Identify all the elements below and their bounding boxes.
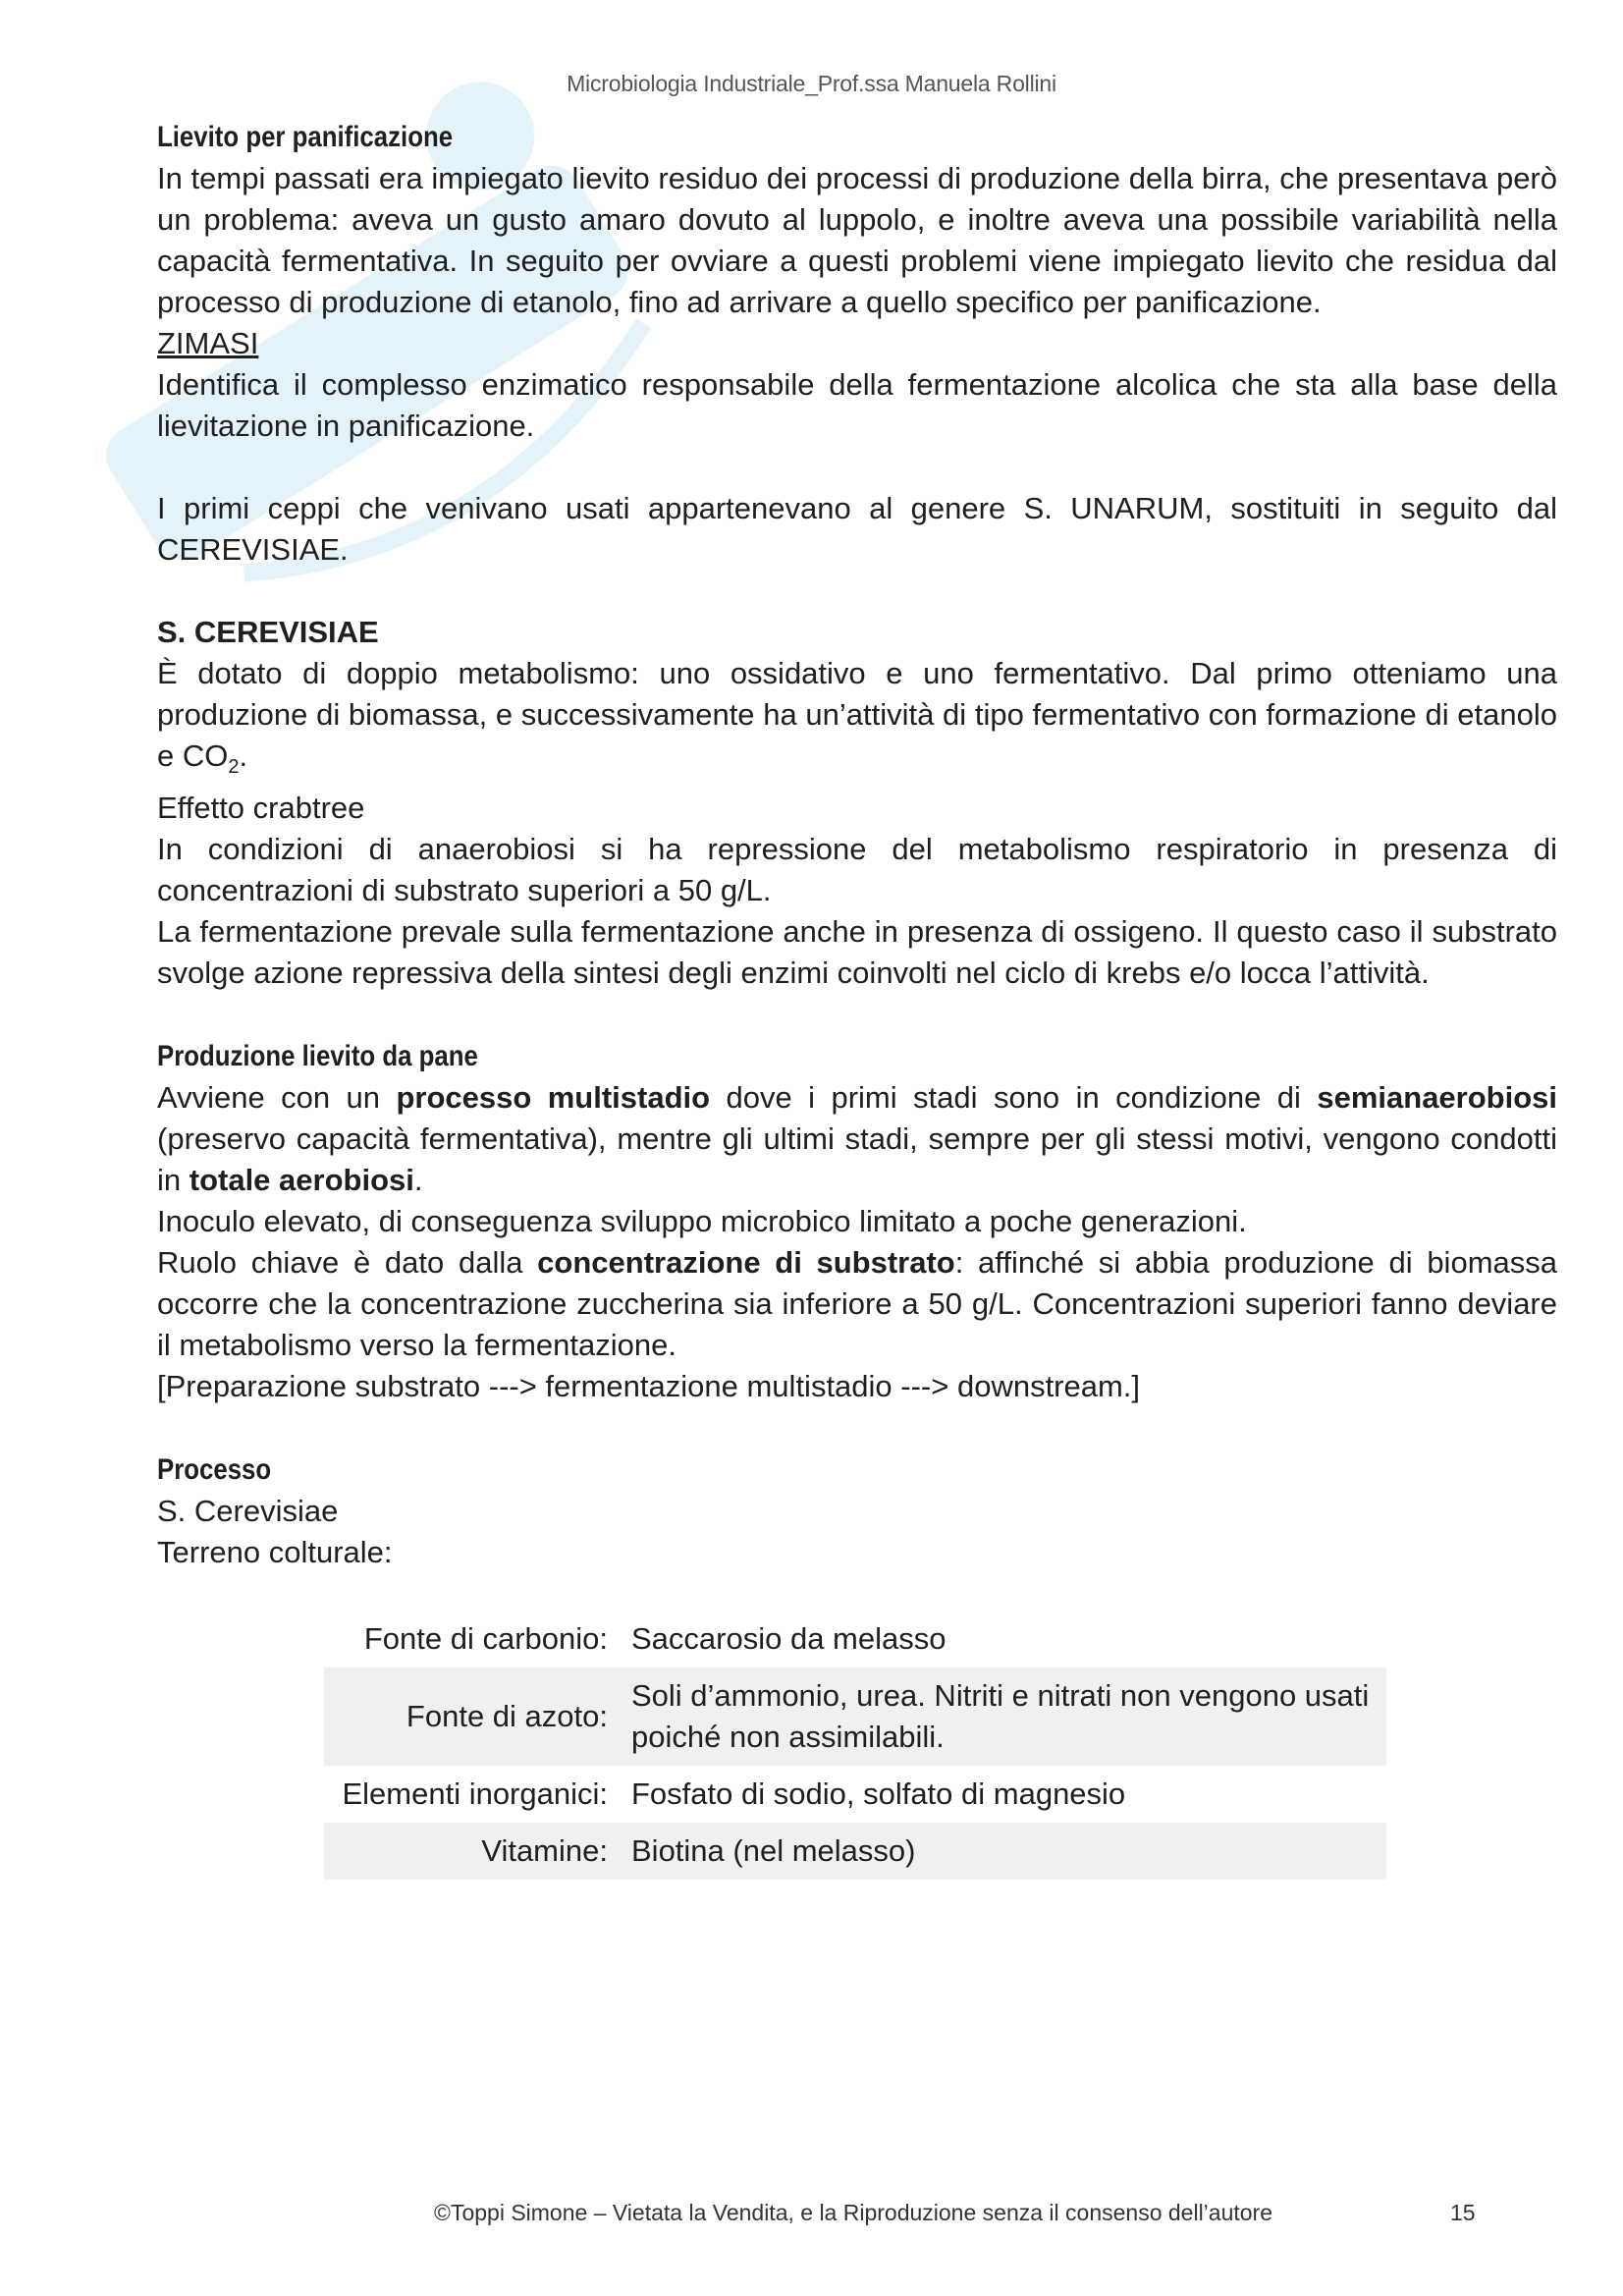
table-key: Fonte di azoto: [324, 1667, 620, 1766]
organism-line: S. Cerevisiae [157, 1494, 339, 1529]
paragraph: Identifica il complesso enzimatico responsabile della fermentazione alcolica che sta alla base della lievitazione in panificazione. [157, 367, 1557, 443]
paragraph: I primi ceppi che venivano usati appartenevano al genere S. UNARUM, sostituiti in seguito dal CEREVISIAE. [157, 491, 1557, 567]
paragraph: In tempi passati era impiegato lievito residuo dei processi di produzione della birra, che presentava però un problema: aveva un gusto amaro dovuto al luppolo, e inoltre aveva una possibile variabilità nella capacità fermentativa. In seguito per ovviare a questi problemi viene impiegato lievito che residua dal processo di produzione di etanolo, fino ad arrivare a quello specifico per panificazione. [157, 161, 1557, 319]
paragraph: La fermentazione prevale sulla fermentazione anche in presenza di ossigeno. Il questo caso il substrato svolge azione repressiva della sintesi degli enzimi coinvolti nel ciclo di krebs e/o locca l’attività. [157, 914, 1557, 991]
section-title-cerevisiae: S. CEREVISIAE [157, 615, 379, 649]
paragraph: Inoculo elevato, di conseguenza sviluppo microbico limitato a poche generazioni. [157, 1204, 1247, 1239]
paragraph: In condizioni di anaerobiosi si ha repressione del metabolismo respiratorio in presenza di concentrazioni di substrato superiori a 50 g/L. [157, 832, 1557, 908]
section-title-processo: Processo [157, 1453, 272, 1487]
table-value: Saccarosio da melasso [631, 1621, 947, 1656]
page-number: 15 [1450, 2200, 1476, 2225]
table-key: Vitamine: [324, 1823, 620, 1880]
paragraph: Ruolo chiave è dato dalla concentrazione di substrato: affinché si abbia produzione di biomassa occorre che la concentrazione zuccherina sia inferiore a 50 g/L. Concentrazioni superiori fanno deviare il metabolismo verso la fermentazione. [157, 1245, 1557, 1363]
terreno-table [324, 1611, 1386, 1880]
table-key: Elementi inorganici: [342, 1777, 608, 1811]
section-title-produzione: Produzione lievito da pane [157, 1040, 478, 1073]
table-value: Biotina (nel melasso) [620, 1823, 1386, 1880]
table-key: Fonte di carbonio: [363, 1621, 608, 1656]
table-row [324, 1667, 1386, 1766]
table-row [324, 1823, 1386, 1880]
paragraph: Avviene con un processo multistadio dove i primi stadi sono in condizione di semianaerobiosi (preservo capacità fermentativa), mentre gli ultimi stadi, sempre per gli stessi motivi, vengono condotti in totale aerobiosi. [157, 1080, 1558, 1198]
copyright-notice: ©Toppi Simone – Vietata la Vendita, e la Riproduzione senza il consenso dell’autore [434, 2200, 1273, 2225]
table-row [324, 1611, 1386, 1667]
table-value: Soli d’ammonio, urea. Nitriti e nitrati non vengono usati poiché non assimilabili. [620, 1667, 1386, 1766]
section-title-lievito: Lievito per panificazione [157, 121, 454, 153]
subsection-title-zimasi: ZIMASI [157, 326, 259, 360]
terreno-label: Terreno colturale: [157, 1535, 393, 1570]
paragraph: [Preparazione substrato ---> fermentazione multistadio ---> downstream.] [157, 1369, 1141, 1404]
subsection-title-crabtree: Effetto crabtree [157, 791, 365, 826]
paragraph: È dotato di doppio metabolismo: uno ossidativo e uno fermentativo. Dal primo otteniamo una produzione di biomassa, e successivamente ha un’attività di tipo fermentativo con formazione di etanolo e $CO_2$. [157, 656, 1557, 779]
document-body [157, 116, 1557, 1573]
table-row [324, 1766, 1386, 1823]
table-value: Fosfato di sodio, solfato di magnesio [631, 1777, 1126, 1811]
page-header: Microbiologia Industriale_Prof.ssa Manuela Rollini [567, 71, 1056, 96]
